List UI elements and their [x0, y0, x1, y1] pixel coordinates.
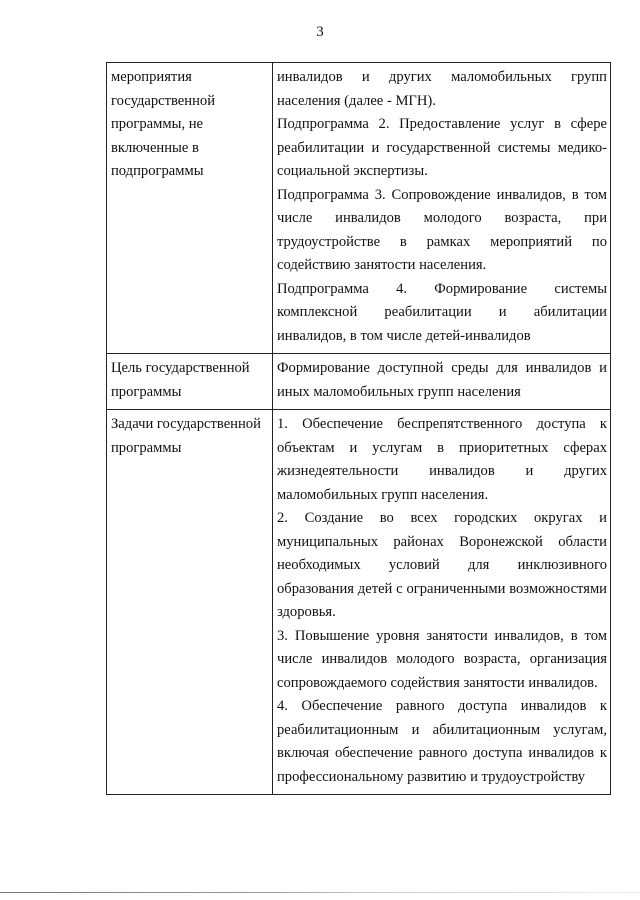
- scan-edge-line: [0, 892, 640, 893]
- row-content: [273, 410, 611, 795]
- page-number: 3: [316, 24, 324, 40]
- row-content: [273, 354, 611, 410]
- row-label: Задачи государственной программы: [107, 410, 273, 795]
- row-content: [273, 63, 611, 354]
- paragraph: инвалидов и других маломобильных групп населения (далее - МГН).: [277, 69, 607, 109]
- program-passport-table: [106, 62, 611, 795]
- paragraph: Подпрограмма 3. Сопровождение инвалидов, в том числе инвалидов молодого возраста, при трудоустройстве в рамках мероприятий по содействию занятости населения.: [277, 186, 607, 273]
- paragraph: 3. Повышение уровня занятости инвалидов, в том числе инвалидов молодого возраста, организация сопровождаемого содействия занятости инвалидов.: [277, 627, 607, 691]
- row-label: мероприятия государственной программы, не включенные в подпрограммы: [107, 63, 273, 354]
- paragraph: 2. Создание во всех городских округах и муниципальных районах Воронежской области необходимых условий для инклюзивного образования детей с ограниченными возможностями здоровья.: [277, 510, 607, 620]
- table-row: [107, 410, 611, 795]
- paragraph: Формирование доступной среды для инвалидов и иных маломобильных групп населения: [277, 360, 607, 400]
- row-label: Цель государственной программы: [107, 354, 273, 410]
- table-row: [107, 63, 611, 354]
- paragraph: 1. Обеспечение беспрепятственного доступа к объектам и услугам в приоритетных сферах жизнедеятельности инвалидов и других маломобильных групп населения.: [277, 416, 607, 503]
- paragraph: 4. Обеспечение равного доступа инвалидов к реабилитационным и абилитационным услугам, включая обеспечение равного доступа инвалидов к профессиональному развитию и трудоустройству: [277, 698, 607, 785]
- paragraph: Подпрограмма 2. Предоставление услуг в сфере реабилитации и государственной системы медико-социальной экспертизы.: [277, 116, 607, 179]
- paragraph: Подпрограмма 4. Формирование системы комплексной реабилитации и абилитации инвалидов, в том числе детей-инвалидов: [277, 280, 607, 344]
- table-row: [107, 354, 611, 410]
